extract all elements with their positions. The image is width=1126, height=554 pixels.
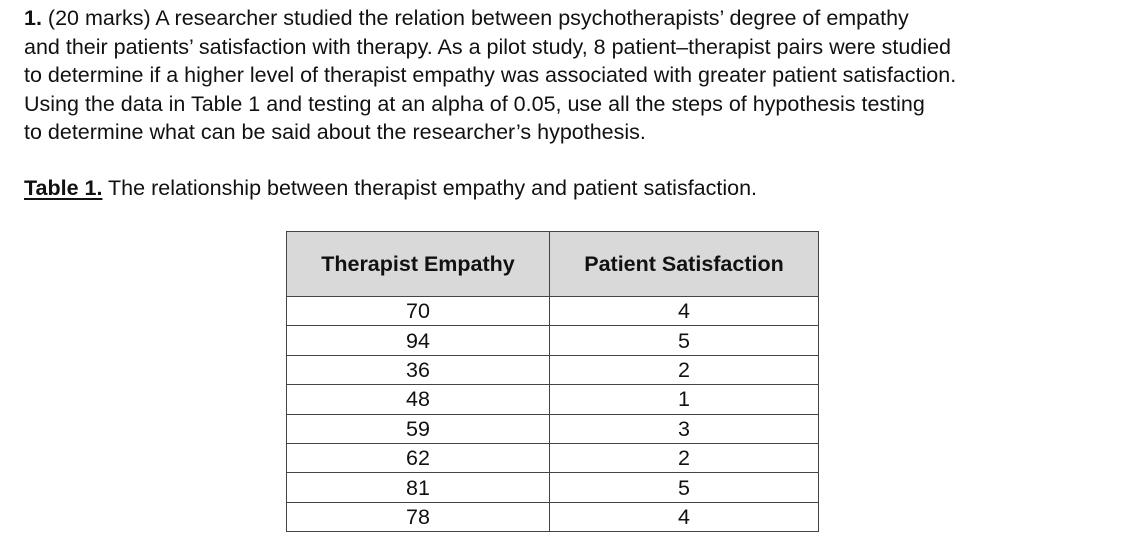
- empathy-cell: 81: [287, 473, 550, 502]
- empathy-satisfaction-table: [286, 231, 819, 532]
- satisfaction-cell: 4: [550, 297, 819, 326]
- table-row: [287, 473, 819, 502]
- satisfaction-cell: 5: [550, 473, 819, 502]
- satisfaction-cell: 3: [550, 414, 819, 443]
- empathy-cell: 48: [287, 385, 550, 414]
- header-patient-satisfaction: Patient Satisfaction: [550, 232, 819, 297]
- table-row: [287, 414, 819, 443]
- table-row: [287, 385, 819, 414]
- satisfaction-cell: 2: [550, 355, 819, 384]
- table-row: [287, 297, 819, 326]
- question-text: [24, 4, 1104, 147]
- satisfaction-cell: 1: [550, 385, 819, 414]
- table-caption-label: Table 1.: [24, 176, 103, 200]
- table-row: [287, 326, 819, 355]
- table-caption: [24, 174, 757, 202]
- satisfaction-cell: 2: [550, 443, 819, 472]
- table-caption-text: The relationship between therapist empathy and patient satisfaction.: [102, 176, 758, 200]
- satisfaction-cell: 5: [550, 326, 819, 355]
- table-row: [287, 443, 819, 472]
- empathy-cell: 70: [287, 297, 550, 326]
- question-line-2: and their patients’ satisfaction with therapy. As a pilot study, 8 patient–therapist pairs were studied: [24, 34, 952, 59]
- table-row: [287, 355, 819, 384]
- empathy-cell: 62: [287, 443, 550, 472]
- empathy-cell: 36: [287, 355, 550, 384]
- header-therapist-empathy: Therapist Empathy: [287, 232, 550, 297]
- question-line-1-text: (20 marks) A researcher studied the relation between psychotherapists’ degree of empathy: [41, 6, 909, 30]
- question-line-5: to determine what can be said about the researcher’s hypothesis.: [24, 120, 646, 144]
- question-line-3: to determine if a higher level of therapist empathy was associated with greater patient satisfaction.: [24, 63, 957, 87]
- question-line-1: [24, 4, 1104, 33]
- empathy-cell: 78: [287, 502, 550, 531]
- empathy-cell: 94: [287, 326, 550, 355]
- satisfaction-cell: 4: [550, 502, 819, 531]
- question-number: 1.: [24, 6, 42, 30]
- question-line-4: Using the data in Table 1 and testing at an alpha of 0.05, use all the steps of hypothesis testing: [24, 91, 925, 116]
- table-header-row: [287, 232, 819, 297]
- empathy-cell: 59: [287, 414, 550, 443]
- table-row: [287, 502, 819, 531]
